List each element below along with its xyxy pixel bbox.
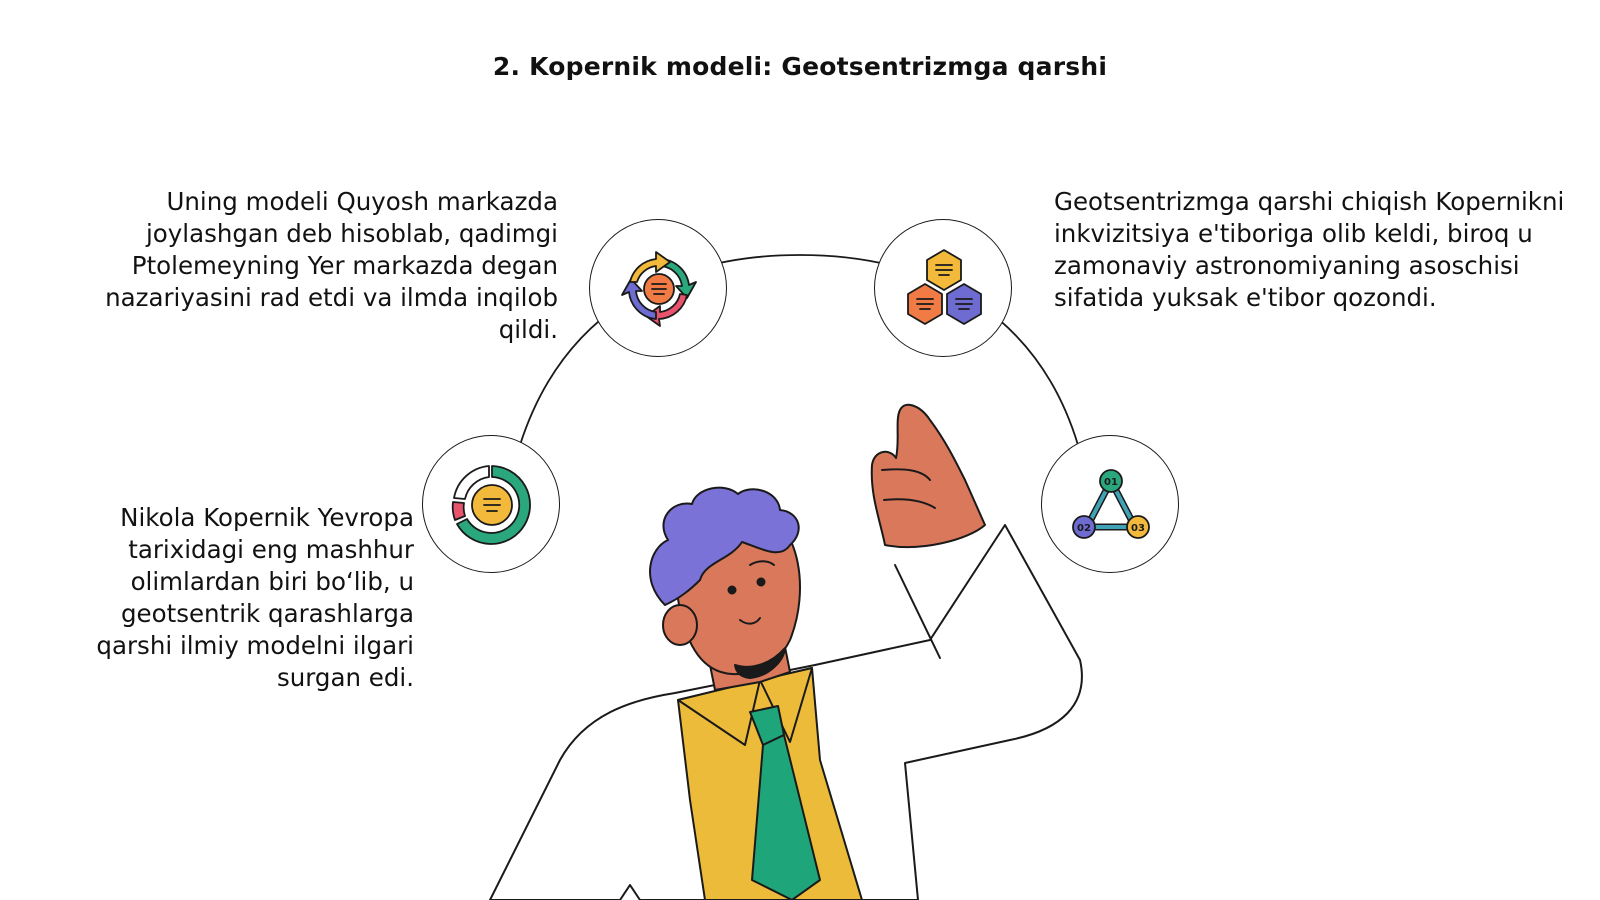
- label-01: 01: [1104, 477, 1118, 488]
- label-03: 03: [1131, 523, 1145, 534]
- point-text-copernicus-intro: Nikola Kopernik Yevropa tarixidagi eng mashhur olimlardan biri bo‘lib, u geotsentrik qarashlarga qarshi ilmiy modelni ilgari surgan edi.: [96, 503, 414, 692]
- icon-node-ring: [422, 435, 560, 573]
- point-text-inquisition: Geotsentrizmga qarshi chiqish Kopernikni inkvizitsiya e'tiboriga olib keldi, biroq u zamonaviy astronomiyaning asoschisi sifatida yuksak e'tibor qozondi.: [1054, 187, 1565, 312]
- cycle-arrows-icon: [590, 220, 728, 358]
- icon-node-triangle: [1041, 435, 1179, 573]
- point-text-heliocentric: Uning modeli Quyosh markazda joylashgan deb hisoblab, qadimgi Ptolemeyning Yer markazda degan nazariyasini rad etdi va ilmda inqilob qildi.: [105, 187, 558, 344]
- icon-node-hexagons: [874, 219, 1012, 357]
- scientist-illustration: [490, 405, 1082, 900]
- ring-progress-icon: [423, 436, 561, 574]
- label-02: 02: [1077, 523, 1091, 534]
- page-title: 2. Kopernik modeli: Geotsentrizmga qarshi: [492, 52, 1108, 81]
- hexagon-cluster-icon: [875, 220, 1013, 358]
- pointing-hand: [872, 405, 985, 547]
- ear: [663, 605, 697, 645]
- triangle-network-icon: [1042, 436, 1180, 574]
- icon-node-cycle: [589, 219, 727, 357]
